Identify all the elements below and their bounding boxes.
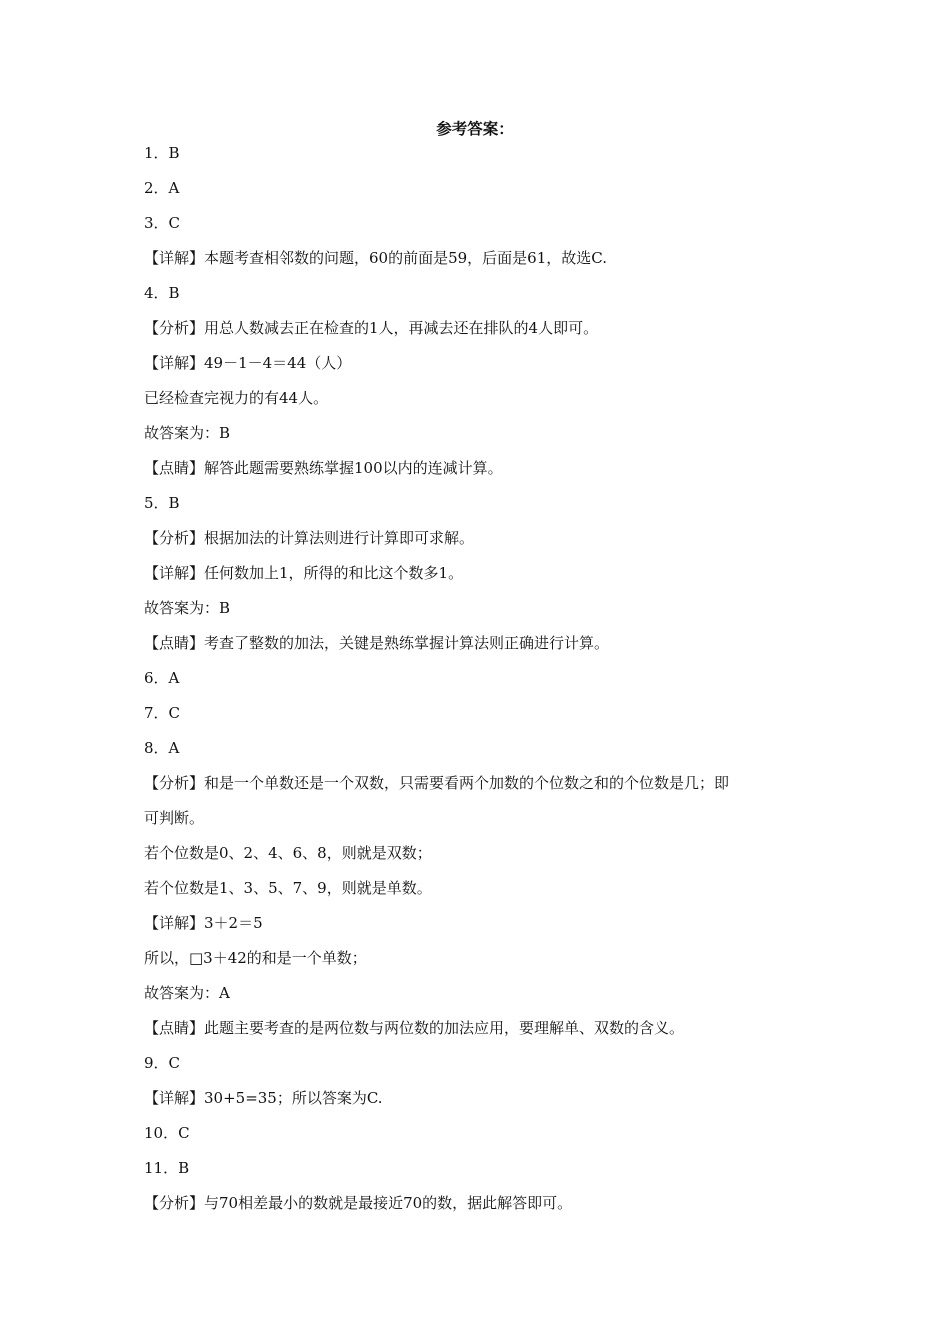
answer-line: 4．B (144, 284, 180, 302)
answer-line: 若个位数是1、3、5、7、9，则就是单数。 (144, 879, 432, 897)
answer-line: 可判断。 (144, 809, 205, 827)
answer-line: 7．C (144, 704, 181, 722)
answer-line: 故答案为：A (144, 984, 230, 1002)
answer-line: 9．C (144, 1054, 181, 1072)
answer-line: 故答案为：B (144, 424, 231, 442)
answer-line: 【详解】49－1－4＝44（人） (144, 354, 352, 372)
answer-line: 【分析】和是一个单数还是一个双数，只需要看两个加数的个位数之和的个位数是几；即 (144, 774, 730, 792)
answer-line: 11．B (144, 1159, 190, 1177)
answer-line: 【点睛】此题主要考查的是两位数与两位数的加法应用，要理解单、双数的含义。 (144, 1019, 685, 1037)
answer-line: 【点睛】解答此题需要熟练掌握100以内的连减计算。 (144, 459, 503, 477)
answer-line: 【点睛】考查了整数的加法，关键是熟练掌握计算法则正确进行计算。 (144, 634, 610, 652)
answer-line: 5．B (144, 494, 180, 512)
answer-line: 3．C (144, 214, 181, 232)
answer-line: 8．A (144, 739, 180, 757)
answer-line: 【详解】3＋2＝5 (144, 914, 263, 932)
answer-line: 若个位数是0、2、4、6、8，则就是双数； (144, 844, 432, 862)
answer-line: 【分析】用总人数减去正在检查的1人，再减去还在排队的4人即可。 (144, 319, 599, 337)
answer-line: 2．A (144, 179, 180, 197)
answer-line: 【详解】本题考查相邻数的问题，60的前面是59，后面是61，故选C. (144, 249, 607, 267)
answer-line: 故答案为：B (144, 599, 231, 617)
answer-line: 【分析】根据加法的计算法则进行计算即可求解。 (144, 529, 475, 547)
answer-line: 【详解】30+5=35；所以答案为C. (144, 1089, 383, 1107)
answer-line: 已经检查完视力的有44人。 (144, 389, 329, 407)
answer-list (144, 142, 804, 1227)
answer-line: 10．C (144, 1124, 190, 1142)
answer-line: 【分析】与70相差最小的数就是最接近70的数，据此解答即可。 (144, 1194, 573, 1212)
answer-line: 【详解】任何数加上1，所得的和比这个数多1。 (144, 564, 464, 582)
answer-line: 6．A (144, 669, 180, 687)
page-title: 参考答案： (436, 119, 514, 138)
answer-line: 1．B (144, 144, 180, 162)
answer-line: 所以，□3＋42的和是一个单数； (144, 949, 367, 967)
